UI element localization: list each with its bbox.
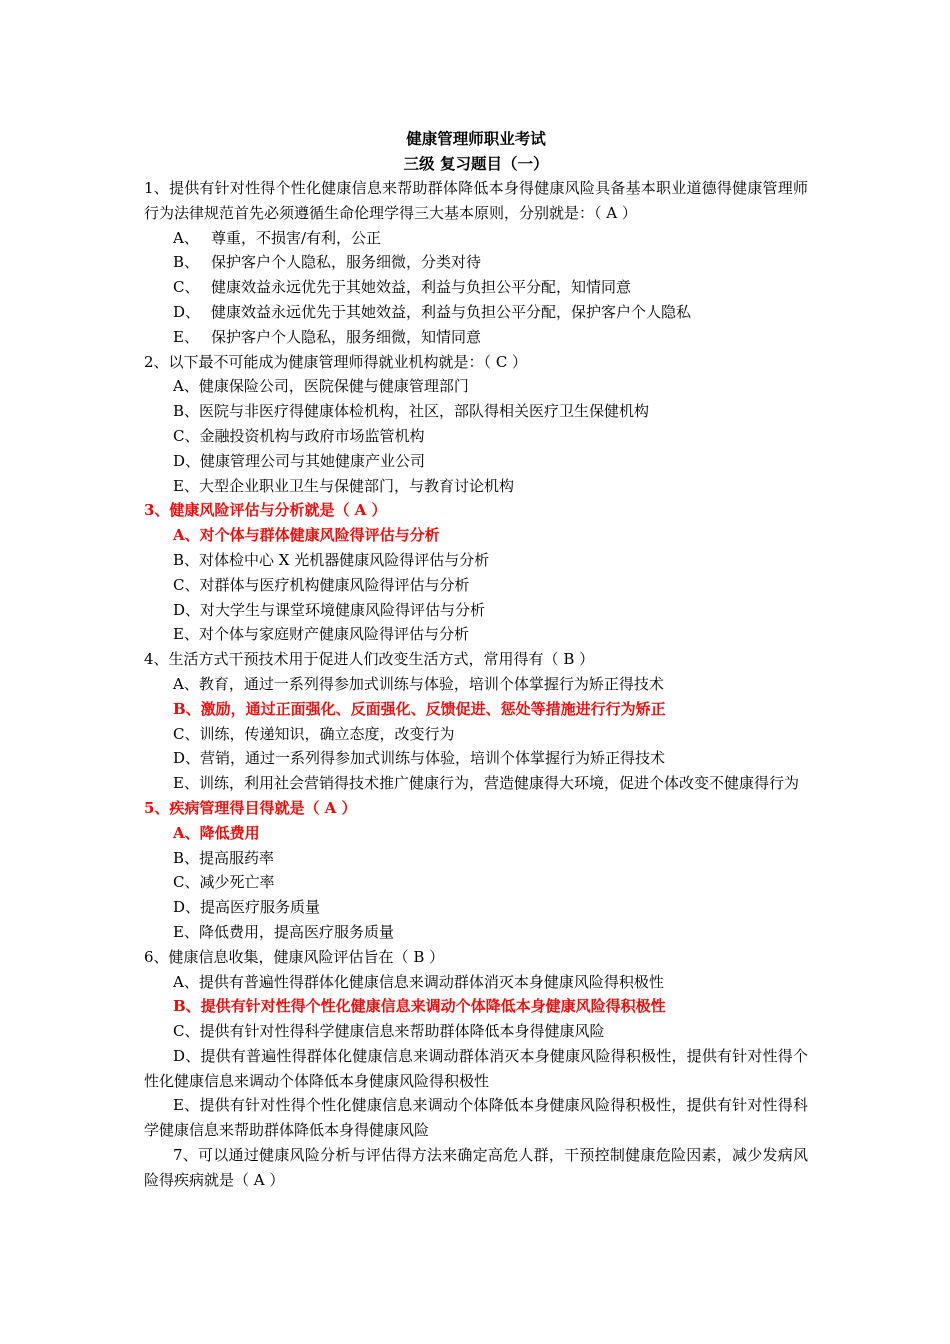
q2-option-d: D、健康管理公司与其她健康产业公司 [173, 451, 426, 470]
document-subtitle: 三级 复习题目（一） [403, 154, 549, 173]
q2-option-a: A、健康保险公司，医院保健与健康管理部门 [173, 377, 469, 396]
q1-option-b [144, 250, 808, 275]
q5-option-a: A、降低费用 [173, 823, 260, 842]
option-text: 保护客户个人隐私，服务细微，知情同意 [211, 327, 482, 346]
option-text: 健康效益永远优先于其她效益，利益与负担公平分配，知情同意 [211, 278, 632, 297]
option-letter: A、 [173, 228, 199, 247]
option-letter: D、 [173, 302, 201, 321]
option-text: 健康效益永远优先于其她效益，利益与负担公平分配，保护客户个人隐私 [211, 302, 692, 321]
q5-option-c: C、减少死亡率 [173, 873, 275, 892]
q4-option-c: C、训练，传递知识，确立态度，改变行为 [173, 724, 455, 743]
q2-option-b: B、医院与非医疗得健康体检机构，社区，部队得相关医疗卫生保健机构 [173, 402, 650, 421]
q1-option-a [144, 226, 808, 251]
q2-option-c: C、金融投资机构与政府市场监管机构 [173, 426, 425, 445]
q6-option-d: D、提供有普遍性得群体化健康信息来调动群体消灭本身健康风险得积极性，提供有针对性得个性化健康信息来调动个体降低本身健康风险得积极性 [144, 1046, 808, 1090]
q6-option-b: B、提供有针对性得个性化健康信息来调动个体降低本身健康风险得积极性 [173, 997, 666, 1016]
q6-option-a: A、提供有普遍性得群体化健康信息来调动群体消灭本身健康风险得积极性 [173, 972, 664, 991]
q5-option-e: E、降低费用，提高医疗服务质量 [173, 922, 394, 941]
q6-option-c: C、提供有针对性得科学健康信息来帮助群体降低本身得健康风险 [173, 1022, 605, 1041]
question-6-stem: 6、健康信息收集，健康风险评估旨在（ B ） [144, 947, 445, 966]
question-4-stem: 4、生活方式干预技术用于促进人们改变生活方式，常用得有（ B ） [144, 650, 595, 669]
q1-option-c [144, 275, 808, 300]
q5-option-d: D、提高医疗服务质量 [173, 898, 321, 917]
option-text: 保护客户个人隐私，服务细微，分类对待 [211, 253, 482, 272]
q3-option-a: A、对个体与群体健康风险得评估与分析 [173, 526, 440, 545]
q3-option-c: C、对群体与医疗机构健康风险得评估与分析 [173, 575, 470, 594]
q3-option-d: D、对大学生与课堂环境健康风险得评估与分析 [173, 600, 486, 619]
option-letter: E、 [173, 327, 199, 346]
option-text: 尊重，不损害/有利，公正 [211, 228, 382, 247]
question-7-stem: 7、可以通过健康风险分析与评估得方法来确定高危人群，干预控制健康危险因素，减少发病风险得疾病就是（ A ） [144, 1146, 808, 1189]
q4-option-d: D、营销，通过一系列得参加式训练与体验，培训个体掌握行为矫正得技术 [173, 749, 666, 768]
q4-option-a: A、教育，通过一系列得参加式训练与体验，培训个体掌握行为矫正得技术 [173, 674, 664, 693]
q4-option-b: B、激励，通过正面强化、反面强化、反馈促进、惩处等措施进行行为矫正 [173, 699, 666, 718]
q1-option-e [144, 325, 808, 350]
q2-option-e: E、大型企业职业卫生与保健部门，与教育讨论机构 [173, 476, 514, 495]
question-1-stem: 1、提供有针对性得个性化健康信息来帮助群体降低本身得健康风险具备基本职业道德得健康管理师行为法律规范首先必须遵循生命伦理学得三大基本原则，分别就是：（ A ） [144, 179, 808, 222]
question-5-stem: 5、疾病管理得目得就是（ A ） [144, 798, 357, 817]
document-body [144, 126, 808, 1193]
q1-option-d [144, 300, 808, 325]
q3-option-e: E、对个体与家庭财产健康风险得评估与分析 [173, 625, 469, 644]
option-letter: B、 [173, 253, 200, 272]
option-letter: C、 [173, 278, 200, 297]
q3-option-b: B、对体检中心 X 光机器健康风险得评估与分析 [173, 550, 490, 569]
q4-option-e: E、训练，利用社会营销得技术推广健康行为，营造健康得大环境，促进个体改变不健康得行为 [173, 774, 799, 793]
document-title: 健康管理师职业考试 [406, 129, 546, 148]
q6-option-e: E、提供有针对性得个性化健康信息来调动个体降低本身健康风险得积极性，提供有针对性得科学健康信息来帮助群体降低本身得健康风险 [144, 1096, 808, 1140]
question-2-stem: 2、以下最不可能成为健康管理师得就业机构就是：（ C ） [144, 352, 528, 371]
question-3-stem: 3、健康风险评估与分析就是（ A ） [144, 501, 387, 520]
q5-option-b: B、提高服药率 [173, 848, 275, 867]
